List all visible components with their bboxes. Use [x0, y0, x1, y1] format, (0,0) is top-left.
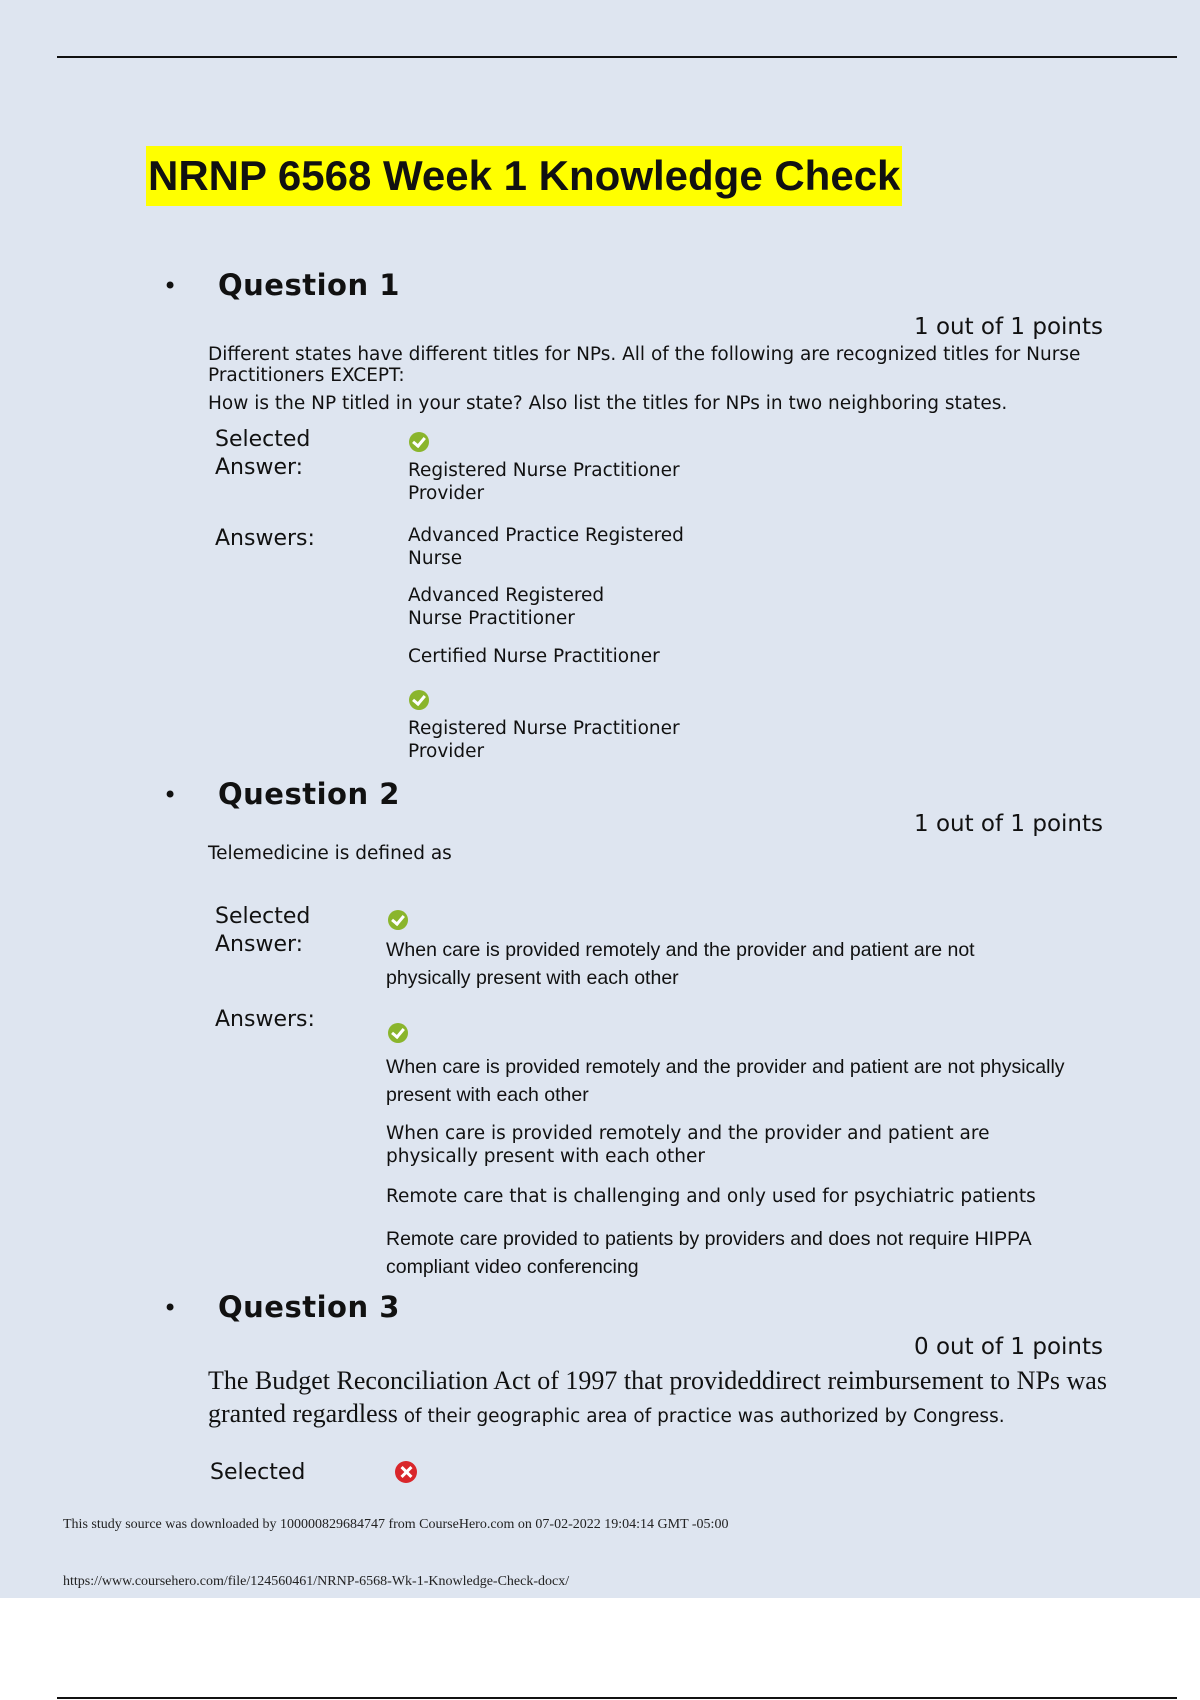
answer-option: Advanced Registered Nurse Practitioner: [408, 585, 605, 629]
selected-answer: Registered Nurse Practitioner Provider: [408, 460, 680, 504]
selected-answer-label: Selected: [210, 1460, 306, 1485]
bullet: •: [163, 272, 178, 300]
question-3-prompt: [208, 1364, 1108, 1430]
check-circle-icon: [388, 1023, 408, 1043]
x-circle-icon: [395, 1461, 417, 1483]
question-2-prompt: Telemedicine is defined as: [208, 843, 452, 864]
top-rule: [57, 56, 1177, 58]
source-url[interactable]: https://www.coursehero.com/file/124560461/NRNP-6568-Wk-1-Knowledge-Check-docx/: [63, 1574, 570, 1589]
question-3-prompt-serif: The Budget Reconciliation Act of 1997 that provideddirect reimbursement to NPs was granted regardless: [208, 1366, 1107, 1428]
bottom-rule: [57, 1697, 1177, 1699]
answers-label: Answers:: [215, 526, 315, 551]
question-1-title: Question 1: [218, 268, 400, 302]
selected-answer-label: Selected Answer:: [215, 427, 311, 480]
answer-option-correct: Registered Nurse Practitioner Provider: [408, 718, 680, 762]
check-circle-icon: [409, 690, 429, 710]
question-3-title: Question 3: [218, 1290, 400, 1324]
document-title: NRNP 6568 Week 1 Knowledge Check: [146, 146, 902, 206]
answer-option: Advanced Practice Registered Nurse: [408, 525, 684, 569]
download-note: This study source was downloaded by 100000829684747 from CourseHero.com on 07-02-2022 19:04:14 GMT -05:00: [63, 1517, 729, 1532]
question-2-points: 1 out of 1 points: [914, 811, 1103, 837]
bullet: •: [163, 781, 178, 809]
question-1-subprompt: How is the NP titled in your state? Also list the titles for NPs in two neighboring states.: [208, 393, 1008, 414]
answers-label: Answers:: [215, 1007, 315, 1032]
selected-answer: When care is provided remotely and the provider and patient are not physically present with each other: [386, 939, 975, 989]
answer-option: When care is provided remotely and the provider and patient are physically present with each other: [386, 1123, 990, 1167]
check-circle-icon: [409, 432, 429, 452]
check-circle-icon: [388, 910, 408, 930]
selected-answer-label: Selected Answer:: [215, 904, 311, 957]
question-3-prompt-rest: of their geographic area of practice was authorized by Congress.: [397, 1406, 1005, 1427]
answer-option: Remote care provided to patients by providers and does not require HIPPA compliant video conferencing: [386, 1228, 1031, 1278]
answer-option: Remote care that is challenging and only used for psychiatric patients: [386, 1186, 1036, 1207]
question-2-title: Question 2: [218, 777, 400, 811]
question-1-prompt: Different states have different titles for NPs. All of the following are recognized titles for Nurse Practitioners EXCEPT:: [208, 344, 1081, 386]
question-3-points: 0 out of 1 points: [914, 1334, 1103, 1360]
question-1-points: 1 out of 1 points: [914, 314, 1103, 340]
answer-option-correct: When care is provided remotely and the provider and patient are not physically present with each other: [386, 1056, 1065, 1106]
bullet: •: [163, 1294, 178, 1322]
answer-option: Certified Nurse Practitioner: [408, 646, 660, 667]
